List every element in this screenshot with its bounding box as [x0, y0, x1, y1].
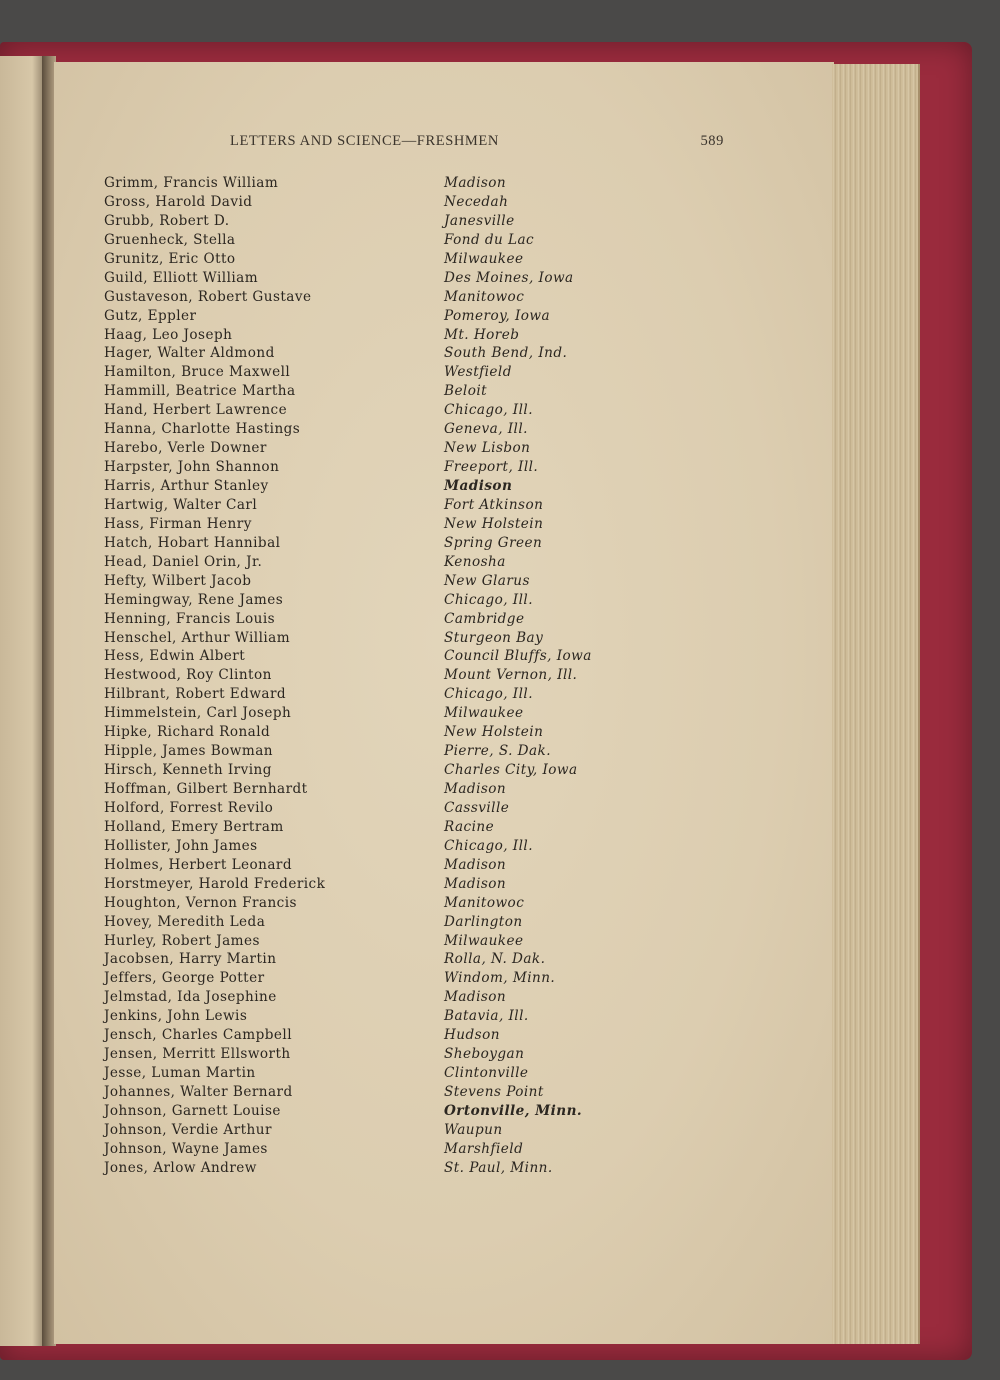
- hometown: Beloit: [444, 383, 488, 400]
- list-item: [104, 553, 664, 572]
- hometown: Spring Green: [444, 534, 543, 551]
- student-name: Hartwig, Walter Carl: [104, 496, 258, 513]
- student-name: Haag, Leo Joseph: [104, 326, 233, 343]
- student-name: Hefty, Wilbert Jacob: [104, 572, 252, 589]
- hometown: Milwaukee: [444, 250, 524, 267]
- list-item: [104, 647, 664, 666]
- list-item: [104, 363, 664, 382]
- student-name: Henning, Francis Louis: [104, 610, 276, 627]
- hometown: Madison: [444, 175, 507, 191]
- student-name: Jeffers, George Potter: [104, 970, 265, 987]
- student-name: Hammill, Beatrice Martha: [104, 383, 296, 400]
- hometown: South Bend, Ind.: [444, 345, 568, 362]
- facing-page-edge: [0, 56, 46, 1346]
- hometown: Cassville: [444, 799, 510, 816]
- hometown: Hudson: [444, 1027, 500, 1044]
- list-item: [104, 1121, 664, 1140]
- list-item: [104, 761, 664, 780]
- list-item: [104, 439, 664, 458]
- list-item: [104, 382, 664, 401]
- running-header: [230, 133, 730, 153]
- list-item: [104, 1159, 664, 1178]
- list-item: [104, 988, 664, 1007]
- student-name: Hipple, James Bowman: [104, 743, 273, 760]
- list-item: [104, 269, 664, 288]
- hometown: Batavia, Ill.: [444, 1008, 529, 1025]
- student-name: Grubb, Robert D.: [104, 212, 230, 229]
- list-item: [104, 610, 664, 629]
- list-item: [104, 723, 664, 742]
- list-item: [104, 1064, 664, 1083]
- student-name: Jensch, Charles Campbell: [104, 1027, 293, 1044]
- list-item: [104, 894, 664, 913]
- hometown: Rolla, N. Dak.: [444, 951, 546, 968]
- student-name: Hestwood, Roy Clinton: [104, 667, 272, 684]
- student-name: Johnson, Wayne James: [104, 1140, 268, 1157]
- list-item: [104, 856, 664, 875]
- student-name: Johannes, Walter Bernard: [104, 1084, 293, 1100]
- hometown: Ortonville, Minn.: [444, 1102, 583, 1119]
- list-item: [104, 837, 664, 856]
- list-item: [104, 534, 664, 553]
- hometown: Geneva, Ill.: [444, 421, 528, 438]
- student-name: Hilbrant, Robert Edward: [104, 686, 287, 703]
- header-title: LETTERS AND SCIENCE—FRESHMEN: [230, 133, 499, 149]
- hometown: Janesville: [444, 212, 515, 229]
- hometown: Kenosha: [444, 553, 506, 570]
- list-item: [104, 818, 664, 837]
- hometown: Fond du Lac: [444, 231, 535, 248]
- list-item: [104, 780, 664, 799]
- hometown: Sturgeon Bay: [444, 629, 544, 646]
- page-number: 589: [700, 133, 724, 149]
- page-edges: [832, 64, 920, 1344]
- list-item: [104, 666, 664, 685]
- list-item: [104, 1026, 664, 1045]
- student-name: Head, Daniel Orin, Jr.: [104, 553, 263, 570]
- hometown: Stevens Point: [444, 1084, 544, 1100]
- student-list: [104, 174, 664, 1178]
- student-name: Harpster, John Shannon: [104, 459, 280, 476]
- list-item: [104, 401, 664, 420]
- hometown: Marshfield: [444, 1140, 524, 1157]
- list-item: [104, 1140, 664, 1159]
- hometown: Madison: [444, 478, 513, 494]
- list-item: [104, 193, 664, 212]
- hometown: St. Paul, Minn.: [444, 1159, 553, 1176]
- hometown: Mount Vernon, Ill.: [444, 667, 578, 684]
- list-item: [104, 1045, 664, 1064]
- hometown: Madison: [444, 781, 507, 797]
- student-name: Harebo, Verle Downer: [104, 440, 267, 457]
- hometown: Windom, Minn.: [444, 970, 556, 987]
- student-name: Gustaveson, Robert Gustave: [104, 288, 312, 305]
- hometown: Necedah: [444, 193, 509, 210]
- list-item: [104, 742, 664, 761]
- hometown: Pomeroy, Iowa: [444, 307, 551, 324]
- list-item: [104, 1007, 664, 1026]
- student-name: Hanna, Charlotte Hastings: [104, 421, 301, 438]
- list-item: [104, 477, 664, 496]
- list-item: [104, 913, 664, 932]
- student-name: Guild, Elliott William: [104, 269, 259, 286]
- student-name: Hess, Edwin Albert: [104, 648, 246, 665]
- list-item: [104, 326, 664, 345]
- student-name: Grunitz, Eric Otto: [104, 250, 236, 267]
- student-name: Hurley, Robert James: [104, 932, 260, 949]
- list-item: [104, 685, 664, 704]
- hometown: Sheboygan: [444, 1046, 525, 1063]
- hometown: Mt. Horeb: [444, 326, 520, 343]
- student-name: Gruenheck, Stella: [104, 231, 236, 248]
- student-name: Hirsch, Kenneth Irving: [104, 762, 272, 779]
- list-item: [104, 174, 664, 193]
- list-item: [104, 307, 664, 326]
- student-name: Hager, Walter Aldmond: [104, 345, 275, 362]
- student-name: Johnson, Verdie Arthur: [104, 1121, 272, 1138]
- hometown: New Holstein: [444, 724, 544, 741]
- hometown: Chicago, Ill.: [444, 686, 533, 703]
- list-item: [104, 591, 664, 610]
- hometown: Fort Atkinson: [444, 496, 544, 513]
- student-name: Hovey, Meredith Leda: [104, 913, 266, 930]
- hometown: Cambridge: [444, 610, 525, 627]
- list-item: [104, 250, 664, 269]
- list-item: [104, 704, 664, 723]
- list-item: [104, 1102, 664, 1121]
- student-name: Hand, Herbert Lawrence: [104, 402, 288, 419]
- list-item: [104, 1083, 664, 1102]
- list-item: [104, 629, 664, 648]
- hometown: Freeport, Ill.: [444, 459, 539, 476]
- student-name: Hatch, Hobart Hannibal: [104, 534, 281, 551]
- hometown: Manitowoc: [444, 288, 525, 305]
- student-name: Himmelstein, Carl Joseph: [104, 705, 292, 722]
- student-name: Henschel, Arthur William: [104, 629, 291, 646]
- student-name: Holford, Forrest Revilo: [104, 799, 274, 816]
- list-item: [104, 288, 664, 307]
- hometown: Racine: [444, 818, 495, 835]
- hometown: Charles City, Iowa: [444, 762, 578, 779]
- student-name: Jones, Arlow Andrew: [104, 1159, 257, 1176]
- hometown: New Glarus: [444, 572, 530, 589]
- list-item: [104, 420, 664, 439]
- list-item: [104, 231, 664, 250]
- student-name: Hoffman, Gilbert Bernhardt: [104, 781, 308, 797]
- student-name: Jensen, Merritt Ellsworth: [104, 1046, 291, 1063]
- list-item: [104, 212, 664, 231]
- hometown: Chicago, Ill.: [444, 402, 533, 419]
- hometown: Madison: [444, 989, 507, 1006]
- hometown: New Lisbon: [444, 440, 531, 457]
- student-name: Houghton, Vernon Francis: [104, 894, 297, 911]
- hometown: Waupun: [444, 1121, 503, 1138]
- list-item: [104, 458, 664, 477]
- student-name: Grimm, Francis William: [104, 175, 279, 191]
- hometown: Clintonville: [444, 1065, 529, 1082]
- list-item: [104, 799, 664, 818]
- hometown: Milwaukee: [444, 932, 524, 949]
- student-name: Hollister, John James: [104, 837, 258, 854]
- student-name: Horstmeyer, Harold Frederick: [104, 875, 326, 892]
- hometown: Madison: [444, 875, 507, 892]
- hometown: Council Bluffs, Iowa: [444, 648, 592, 665]
- student-name: Jacobsen, Harry Martin: [104, 951, 277, 968]
- student-name: Hass, Firman Henry: [104, 515, 252, 532]
- list-item: [104, 496, 664, 515]
- student-name: Holmes, Herbert Leonard: [104, 856, 293, 873]
- student-name: Gross, Harold David: [104, 193, 253, 210]
- hometown: Des Moines, Iowa: [444, 269, 574, 286]
- hometown: Manitowoc: [444, 894, 525, 911]
- hometown: Milwaukee: [444, 705, 524, 722]
- hometown: New Holstein: [444, 515, 544, 532]
- student-name: Hamilton, Bruce Maxwell: [104, 364, 291, 381]
- student-name: Hipke, Richard Ronald: [104, 724, 271, 741]
- list-item: [104, 875, 664, 894]
- student-name: Johnson, Garnett Louise: [104, 1102, 281, 1119]
- hometown: Chicago, Ill.: [444, 591, 533, 608]
- list-item: [104, 950, 664, 969]
- hometown: Westfield: [444, 364, 512, 381]
- student-name: Jesse, Luman Martin: [104, 1065, 256, 1082]
- list-item: [104, 515, 664, 534]
- list-item: [104, 572, 664, 591]
- list-item: [104, 969, 664, 988]
- student-name: Gutz, Eppler: [104, 307, 197, 324]
- student-name: Jenkins, John Lewis: [104, 1008, 248, 1025]
- hometown: Chicago, Ill.: [444, 837, 533, 854]
- student-name: Hemingway, Rene James: [104, 591, 284, 608]
- list-item: [104, 932, 664, 951]
- student-name: Holland, Emery Bertram: [104, 818, 284, 835]
- student-name: Harris, Arthur Stanley: [104, 478, 269, 494]
- hometown: Darlington: [444, 913, 523, 930]
- student-name: Jelmstad, Ida Josephine: [104, 989, 277, 1006]
- hometown: Pierre, S. Dak.: [444, 743, 552, 760]
- hometown: Madison: [444, 856, 507, 873]
- list-item: [104, 344, 664, 363]
